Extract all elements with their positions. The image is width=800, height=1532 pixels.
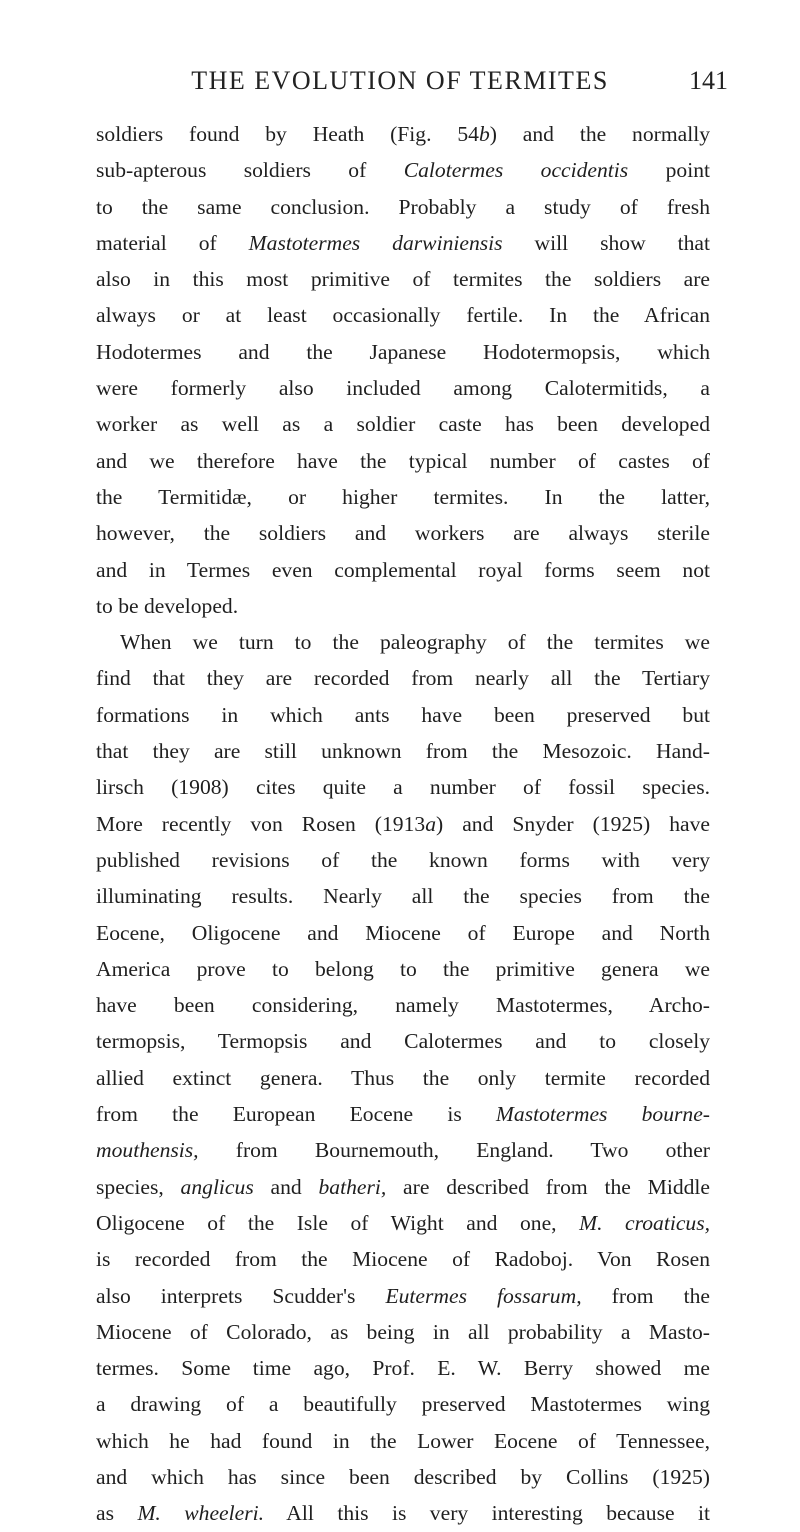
text-run: When we turn to the paleography of the termites we [120,630,710,655]
text-line [96,1023,710,1059]
italic-text: mouthensis, [96,1138,199,1163]
text-run: from the [581,1283,710,1308]
text-line [96,733,710,769]
text-line [96,1132,710,1168]
text-run: have been considering, namely Mastotermes, Archo- [96,993,710,1018]
text-run: from the European Eocene is [96,1102,496,1127]
text-line [96,189,710,225]
text-run: Eocene, Oligocene and Miocene of Europe and North [96,920,710,945]
text-run: were formerly also included among Calotermitids, a [96,376,710,401]
italic-text: Mastotermes bourne- [495,1102,710,1127]
text-line [96,370,710,406]
text-line [96,1169,710,1205]
text-line [96,987,710,1023]
text-line [96,1205,710,1241]
italic-text: M. wheeleri. [137,1501,265,1526]
text-line [96,443,710,479]
italic-text: M. croaticus, [579,1210,710,1235]
text-run: published revisions of the known forms with very [96,847,710,872]
text-line [96,225,710,261]
running-head [0,60,800,100]
text-run: always or at least occasionally fertile. In the African [96,303,710,328]
text-run: allied extinct genera. Thus the only termite recorded [96,1065,710,1090]
text-run: More recently von Rosen (1913 [96,811,426,836]
text-run: a drawing of a beautifully preserved Mastotermes wing [96,1392,710,1417]
text-line [96,697,710,733]
text-run: the Termitidæ, or higher termites. In the latter, [96,484,710,509]
text-run: Hodotermes and the Japanese Hodotermopsis, which [96,339,710,364]
text-line [96,1495,710,1531]
text-run: America prove to belong to the primitive genera we [96,956,710,981]
text-run: are described from the Middle [386,1174,710,1199]
text-run: ) and Snyder (1925) have [435,811,710,836]
text-run: point [628,158,710,183]
italic-text: a [425,811,436,836]
italic-text: anglicus [180,1174,254,1199]
text-run: illuminating results. Nearly all the species from the [96,884,710,909]
text-run: termes. Some time ago, Prof. E. W. Berry showed me [96,1356,710,1381]
text-line [96,1060,710,1096]
text-line [96,769,710,805]
text-run: sub-apterous soldiers of [96,158,404,183]
text-run: lirsch (1908) cites quite a number of fossil species. [96,775,710,800]
text-run: soldiers found by Heath (Fig. 54 [96,122,479,146]
text-line [96,1350,710,1386]
text-line [96,1314,710,1350]
text-run: to be developed. [96,593,239,618]
text-line [96,334,710,370]
text-line [96,624,710,660]
text-run: Miocene of Colorado, as being in all probability a Masto- [96,1319,710,1344]
text-line [96,116,710,152]
text-run: and [253,1174,319,1199]
text-line [96,915,710,951]
text-line [96,152,710,188]
text-run: that they are still unknown from the Mesozoic. Hand- [96,739,710,764]
text-run: and in Termes even complemental royal forms seem not [96,557,710,582]
text-line [96,1386,710,1422]
text-line [96,951,710,987]
text-run: also interprets Scudder's [96,1283,386,1308]
text-run: is recorded from the Miocene of Radoboj. Von Rosen [96,1247,710,1272]
text-run: and which has since been described by Collins (1925) [96,1464,710,1489]
text-run: find that they are recorded from nearly all the Tertiary [96,666,710,691]
text-line [96,406,710,442]
text-run: however, the soldiers and workers are always sterile [96,521,710,546]
page-number: 141 [689,66,728,95]
text-run: material of [96,230,249,255]
text-run: from Bournemouth, England. Two other [198,1138,710,1163]
text-run: Oligocene of the Isle of Wight and one, [96,1210,580,1235]
text-run: termopsis, Termopsis and Calotermes and to closely [96,1029,710,1054]
italic-text: Eutermes fossarum, [385,1283,582,1308]
text-line [96,552,710,588]
text-line [96,297,710,333]
text-line [96,660,710,696]
text-run: species, [96,1174,181,1199]
text-run: and we therefore have the typical number of castes of [96,448,710,473]
text-run: will show that [502,230,710,255]
running-title: THE EVOLUTION OF TERMITES [191,66,609,95]
text-line [96,1241,710,1277]
text-run: also in this most primitive of termites the soldiers are [96,267,710,292]
text-line [96,1096,710,1132]
text-run: as [96,1501,138,1526]
text-line [96,1423,710,1459]
text-line [96,588,710,624]
body-text [96,116,710,1532]
text-run: formations in which ants have been preserved but [96,702,710,727]
text-line [96,878,710,914]
text-run: worker as well as a soldier caste has been developed [96,412,710,437]
text-line [96,1278,710,1314]
text-run: ) and the normally [489,122,710,146]
text-line [96,479,710,515]
italic-text: Calotermes occidentis [403,158,629,183]
text-line [96,515,710,551]
text-run: which he had found in the Lower Eocene of Tennessee, [96,1428,710,1453]
text-line [96,1459,710,1495]
text-run: All this is very interesting because it [264,1501,710,1526]
text-line [96,806,710,842]
text-line [96,842,710,878]
text-line [96,261,710,297]
italic-text: batheri, [318,1174,387,1199]
italic-text: Mastotermes darwiniensis [248,230,503,255]
italic-text: b [478,122,490,146]
text-run: to the same conclusion. Probably a study of fresh [96,194,710,219]
